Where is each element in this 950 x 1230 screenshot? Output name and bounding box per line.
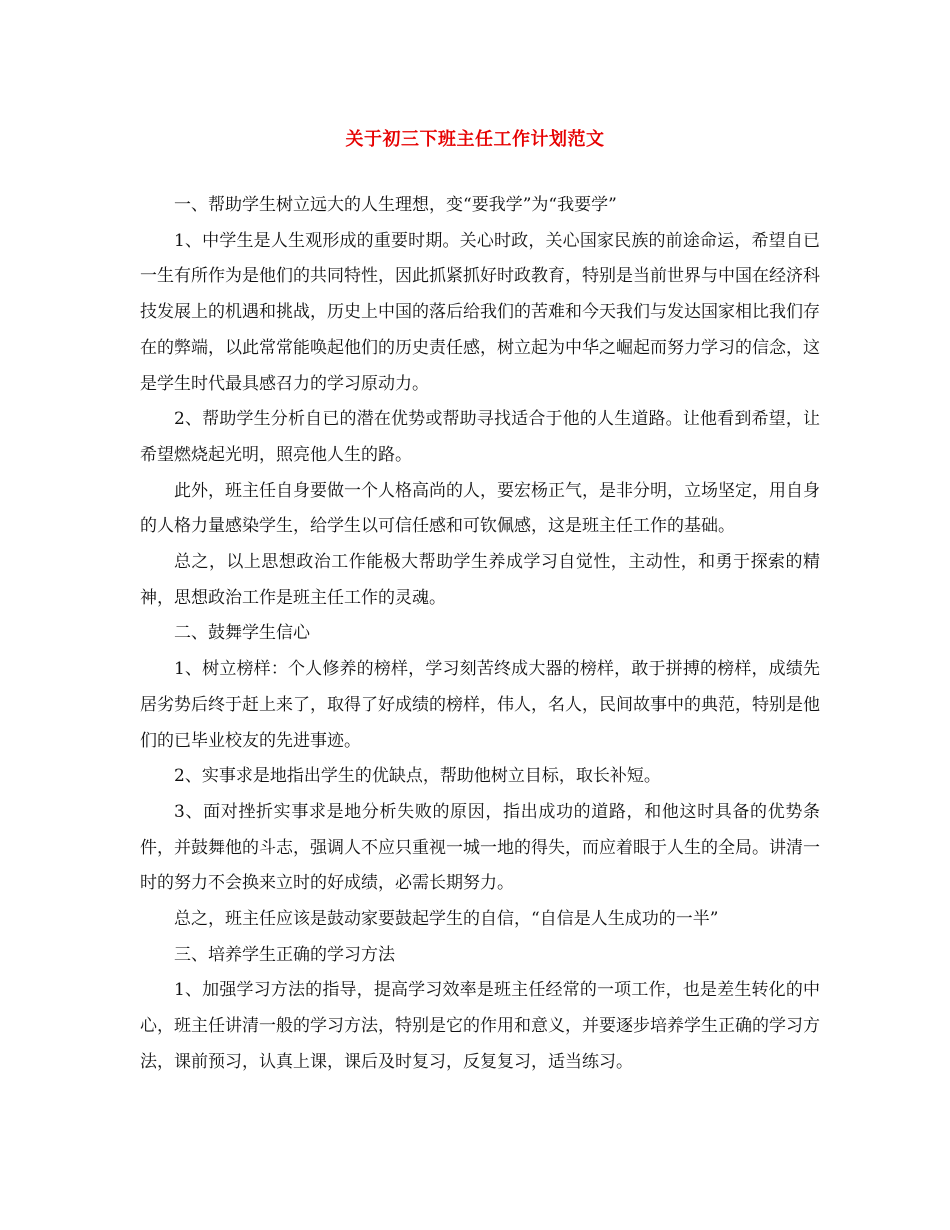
section-heading-3: 三、培养学生正确的学习方法 xyxy=(174,944,395,965)
paragraph: 总之，班主任应该是鼓动家要鼓起学生的自信，“自信是人生成功的一半” xyxy=(174,909,719,930)
paragraph: 2、实事求是地指出学生的优缺点，帮助他树立目标，取长补短。 xyxy=(174,766,661,787)
paragraph: 1、中学生是人生观形成的重要时期。关心时政，关心国家民族的前途命运，希望自已一生有所作为是他们的共同特性，因此抓紧抓好时政教育，特别是当前世界与中国在经济科技发展上的机遇和挑战，历史上中国的落后给我们的苦难和今天我们与发达国家相比我们存在的弊端，以此常常能唤起他们的历史责任感，树立起为中华之崛起而努力学习的信念，这是学生时代最具感召力的学习原动力。 xyxy=(140,230,820,394)
document-title: 关于初三下班主任工作计划范文 xyxy=(345,129,605,150)
paragraph: 3、面对挫折实事求是地分析失败的原因，指出成功的道路，和他这时具备的优势条件，并鼓舞他的斗志，强调人不应只重视一城一地的得失，而应着眼于人生的全局。讲清一时的努力不会换来立时的好成绩，必需长期努力。 xyxy=(140,801,820,894)
document-body xyxy=(140,188,820,1081)
paragraph: 1、加强学习方法的指导，提高学习效率是班主任经常的一项工作，也是差生转化的中心，班主任讲清一般的学习方法，特别是它的作用和意义，并要逐步培养学生正确的学习方法，课前预习，认真上课，课后及时复习，反复复习，适当练习。 xyxy=(140,980,820,1072)
paragraph: 总之，以上思想政治工作能极大帮助学生养成学习自觉性，主动性，和勇于探索的精神，思想政治工作是班主任工作的灵魂。 xyxy=(140,552,820,608)
paragraph: 1、树立榜样：个人修养的榜样，学习刻苦终成大器的榜样，敢于拼搏的榜样，成绩先居劣势后终于赶上来了，取得了好成绩的榜样，伟人，名人，民间故事中的典范，特别是他们的已毕业校友的先进事迹。 xyxy=(140,659,820,751)
paragraph: 2、帮助学生分析自已的潜在优势或帮助寻找适合于他的人生道路。让他看到希望，让希望燃烧起光明，照亮他人生的路。 xyxy=(140,409,820,465)
section-heading-1: 一、帮助学生树立远大的人生理想，变“要我学”为“我要学” xyxy=(174,195,617,215)
paragraph: 此外，班主任自身要做一个人格高尚的人，要宏杨正气，是非分明，立场坚定，用自身的人格力量感染学生，给学生以可信任感和可钦佩感，这是班主任工作的基础。 xyxy=(140,480,820,537)
section-heading-2: 二、鼓舞学生信心 xyxy=(174,623,310,644)
